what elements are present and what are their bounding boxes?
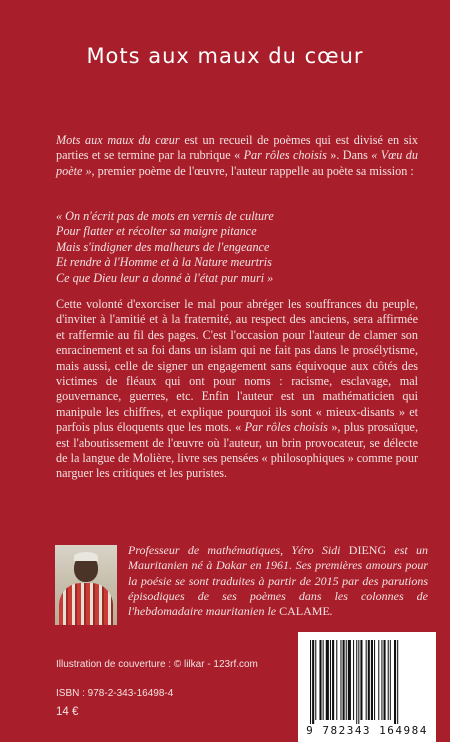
barcode (298, 632, 436, 742)
poem-line: Mais s'indigner des malheurs de l'engeance (56, 239, 270, 254)
summary-paragraph-2 (56, 297, 418, 482)
summary-section-name: Par rôles choisis (243, 148, 327, 163)
author-bio: Professeur de mathématiques, Yéro Sidi DIENG est un Mauritanien né à Dakar en 1961. Ses premières amours pour la poésie se sont traduites à partir de 2015 par des parutions épisodiques de ses poèmes dans les colonnes de l'hebdomadaire mauritanien le CALAME. (128, 543, 428, 619)
summary-section-name: Par rôles choisis (244, 420, 328, 435)
book-title: Mots aux maux du cœur (86, 44, 364, 68)
poem-line: Pour flatter et récolter sa maigre pitance (56, 224, 257, 239)
summary-poem-name: « Vœu du poète » (56, 148, 418, 178)
newspaper-name: CALAME (279, 604, 330, 619)
illustration-credit: Illustration de couverture : © lilkar - 123rf.com (56, 659, 258, 670)
barcode-bars (298, 632, 436, 724)
summary-paragraph-1 (56, 133, 418, 179)
barcode-number: 9 782343 164984 (306, 724, 428, 737)
summary-text: est un recueil de poèmes qui est divisé en six parties et se termine par la rubrique « (56, 133, 419, 163)
price: 14 € (56, 706, 79, 718)
poem-line: Et rendre à l'Homme et à la Nature meurtris (56, 255, 272, 270)
author-photo (55, 545, 117, 625)
summary-text: ». Dans (326, 148, 372, 163)
summary-book-title: Mots aux maux du cœur (56, 133, 180, 147)
author-surname: DIENG (348, 543, 387, 557)
summary-text: Cette volonté d'exorciser le mal pour abréger les souffrances du peuple, d'inviter à l'amitié et à la fraternité, au respect des anciens, sera affirmée et raffermie au fil des pages. C'est l'occasion pour l'auteur de clamer son enracinement et sa foi dans un islam qui ne fait pas dans le prosélytisme, mais aussi, celle de signer un engagement sans équivoque aux côtés des victimes de fléaux qui ont pour noms : racisme, esclavage, mal gouvernance, guerres, etc. Enfin l'auteur est un mathématicien qui manipule les chiffres, et explique pourquoi ils sont « mieux-disants » et parfois plus éloquents que les mots. « (56, 297, 418, 435)
poem-line: Ce que Dieu leur a donné à l'état pur muri » (56, 270, 274, 285)
summary-text: , premier poème de l'œuvre, l'auteur rappelle au poète sa mission : (91, 163, 414, 178)
summary-text: », plus prosaïque, est l'aboutissement de l'œuvre où l'auteur, un brin provocateur, se délecte de la langue de Molière, livre ses pensées « philosophiques » comme pour narguer les critiques et les puristes. (56, 420, 418, 481)
poem-line: « On n'écrit pas de mots en vernis de culture (56, 209, 274, 223)
isbn: ISBN : 978-2-343-16498-4 (56, 688, 174, 699)
poem-excerpt (56, 209, 418, 286)
